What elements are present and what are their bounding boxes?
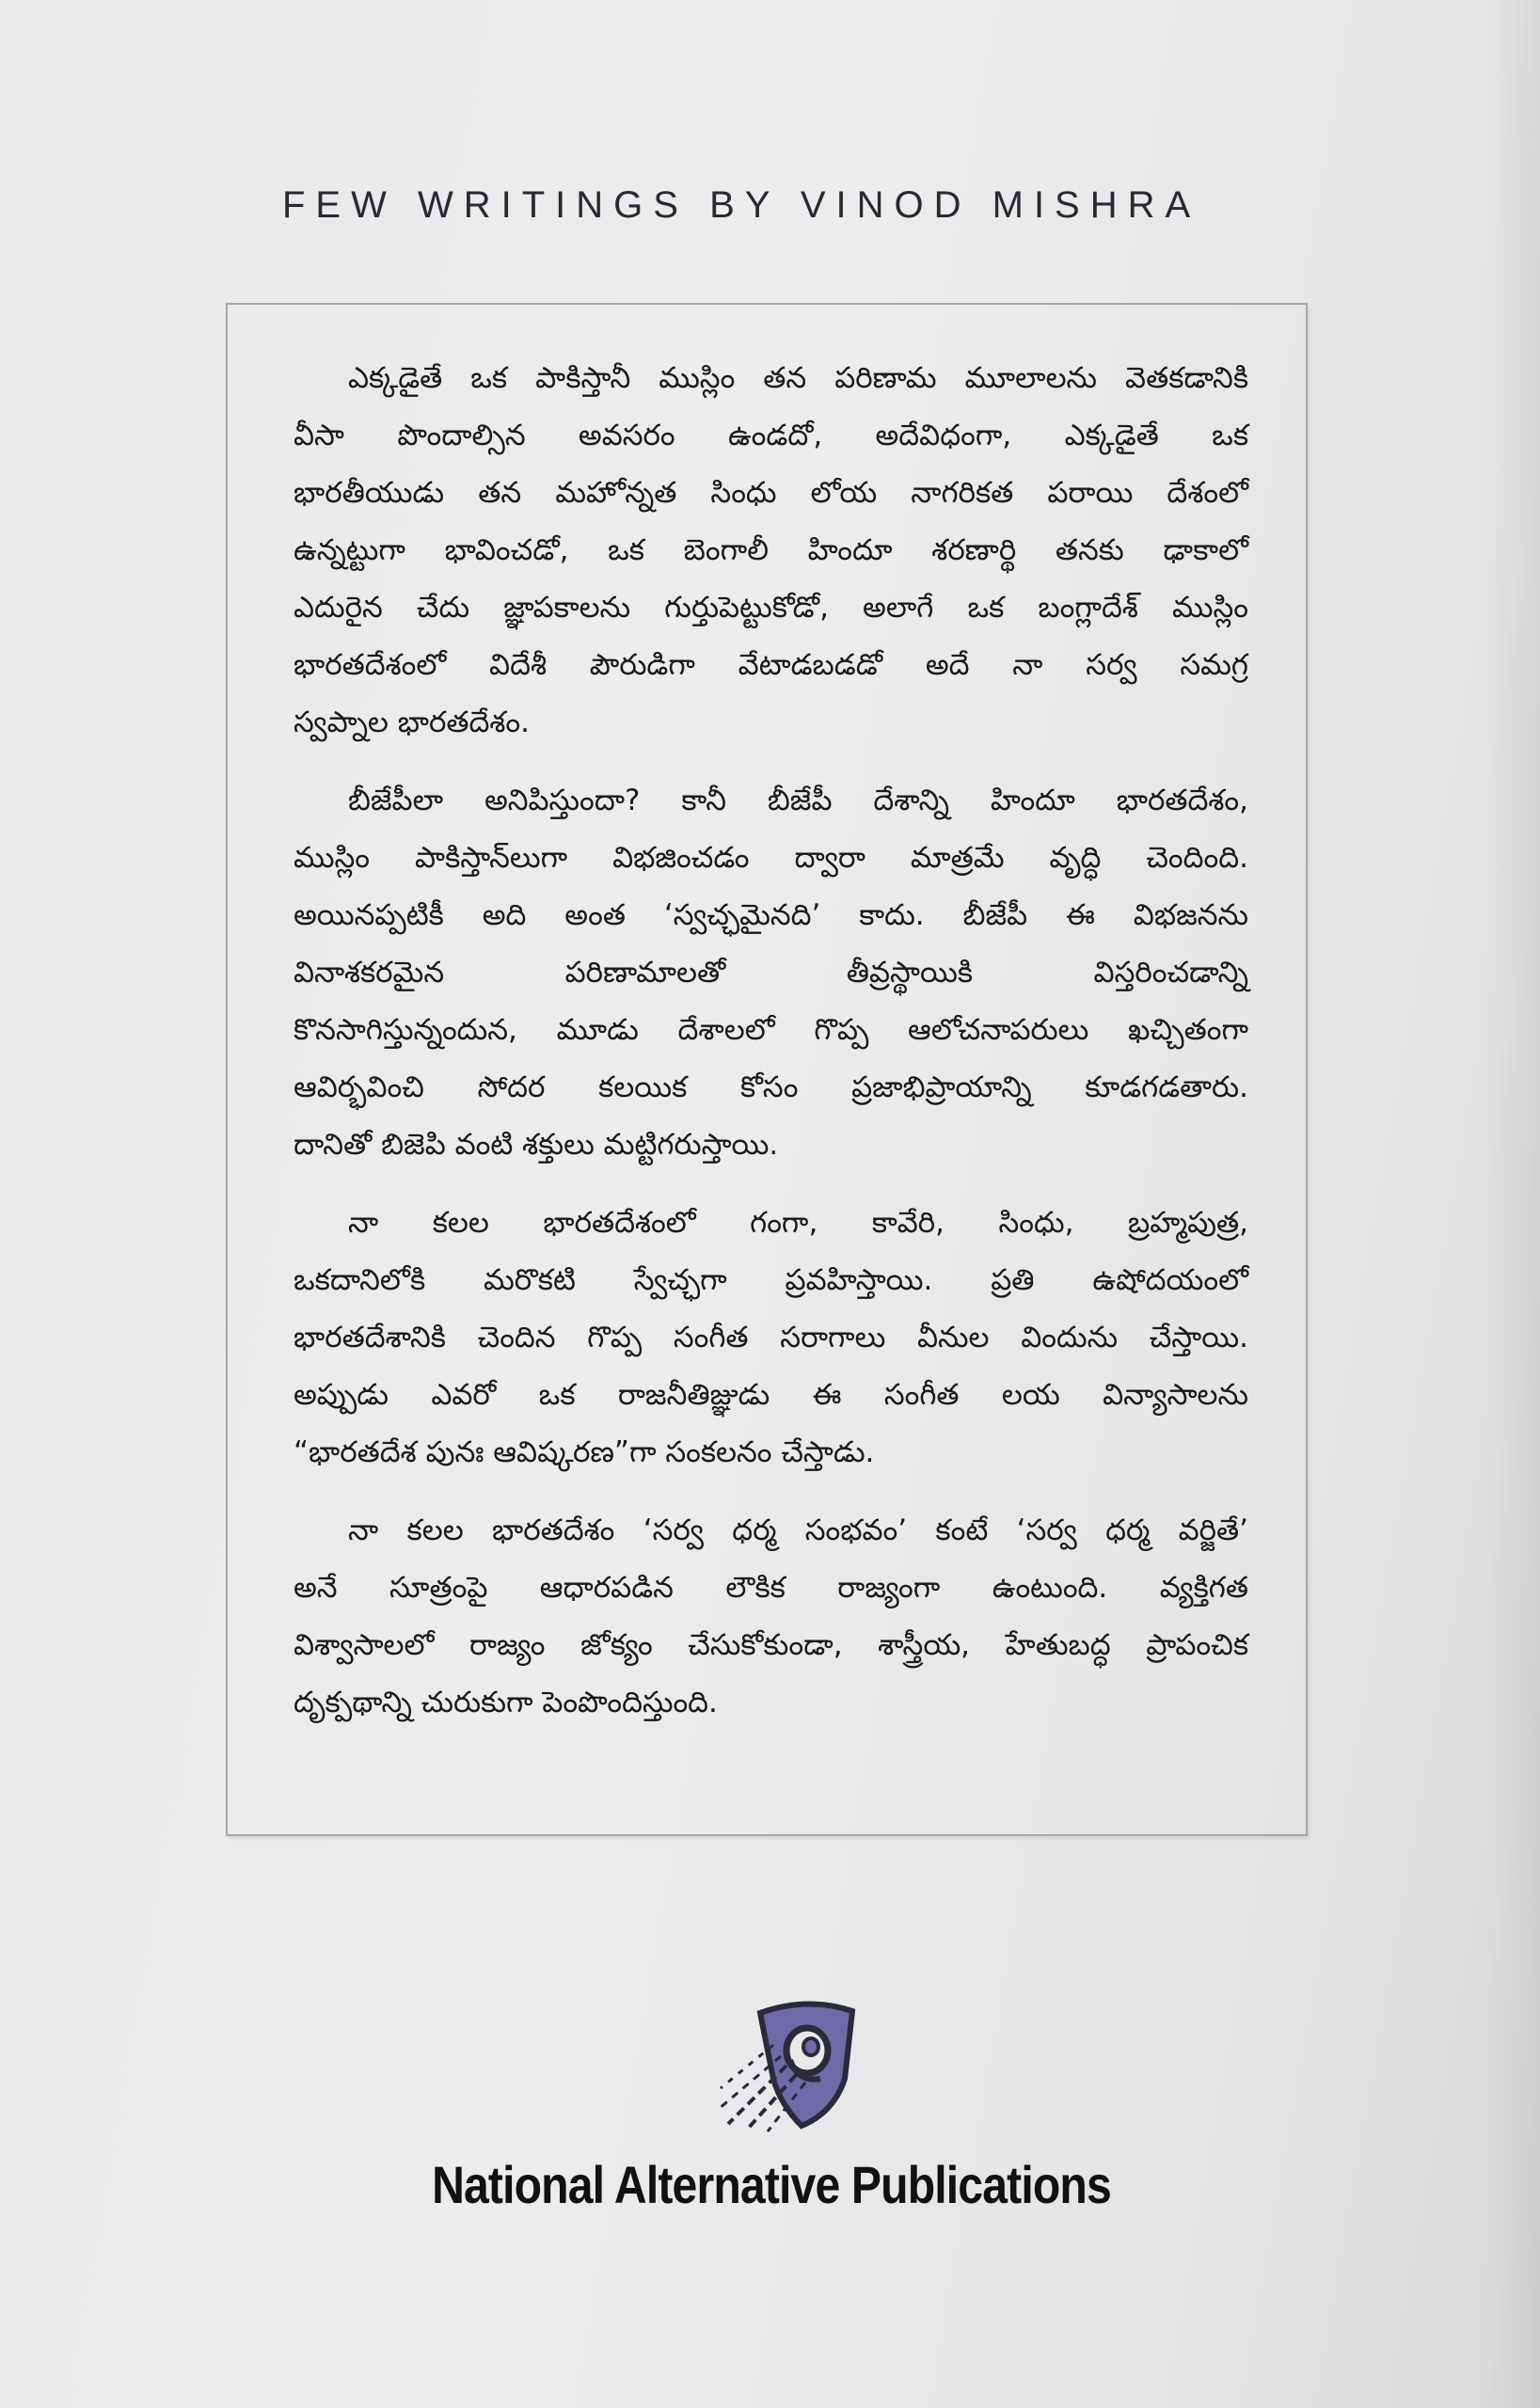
blurb-line: ఆవిర్భవించి సోదర కలయిక కోసం ప్రజాభిప్రాయాన్ని కూడగడతారు. (294, 1070, 1248, 1104)
blurb-line: బీజేపీలా అనిపిస్తుందా? కానీ బీజేపీ దేశాన్ని హిందూ భారతదేశం, (348, 784, 1248, 817)
blurb-frame (226, 303, 1308, 1836)
blurb-line: నా కలల భారతదేశం ‘సర్వ ధర్మ సంభవం’ కంటే ‘సర్వ ధర్మ వర్జితే’ (348, 1513, 1248, 1547)
blurb-line: అయినప్పటికీ అది అంత ‘స్వచ్ఛమైనది’ కాదు. బీజేపీ ఈ విభజనను (294, 898, 1248, 932)
blurb-line: భారతీయుడు తన మహోన్నత సింధు లోయ నాగరికత పరాయి దేశంలో (294, 476, 1248, 510)
blurb-line: ఎక్కడైతే ఒక పాకిస్తానీ ముస్లిం తన పరిణామ మూలాలను వెతకడానికి (348, 361, 1248, 395)
publisher-name: National Alternative Publications (432, 2155, 1111, 2214)
blurb-line: దృక్పథాన్ని చురుకుగా పెంపొందిస్తుంది. (294, 1686, 718, 1719)
blurb-line: ముస్లిం పాకిస్తాన్‌లుగా విభజించడం ద్వారా మాత్రమే వృద్ధి చెందింది. (294, 841, 1248, 875)
series-title: FEW WRITINGS BY VINOD MISHRA (282, 184, 1201, 226)
blurb-paragraph (294, 1502, 1248, 1732)
blurb-line: దానితో బిజెపి వంటి శక్తులు మట్టిగరుస్తాయి. (294, 1128, 779, 1162)
blurb-paragraph (294, 350, 1248, 752)
blurb-line: ఎదురైన చేదు జ్ఞాపకాలను గుర్తుపెట్టుకోడో, అలాగే ఒక బంగ్లాదేశ్ ముస్లిం (294, 591, 1248, 625)
blurb-line: అనే సూత్రంపై ఆధారపడిన లౌకిక రాజ్యంగా ఉంటుంది. వ్యక్తిగత (294, 1571, 1248, 1605)
blurb-line: స్వప్నాల భారతదేశం. (294, 705, 530, 739)
blurb-line: “భారతదేశ పునః ఆవిష్కరణ”గా సంకలనం చేస్తాడు. (294, 1435, 875, 1469)
blurb-line: ఉన్నట్టుగా భావించడో, ఒక బెంగాలీ హిందూ శరణార్థి తనకు ఢాకాలో (294, 533, 1248, 567)
blurb-line: భారతదేశానికి చెందిన గొప్ప సంగీత సరాగాలు వీనుల విందును చేస్తాయి. (294, 1321, 1248, 1354)
blurb-line: అప్పుడు ఎవరో ఒక రాజనీతిజ్ఞుడు ఈ సంగీత లయ విన్యాసాలను (294, 1378, 1248, 1412)
blurb-paragraph (294, 1195, 1248, 1481)
blurb-text (294, 350, 1248, 1752)
page-edge-shadow (1484, 0, 1540, 2408)
blurb-line: వినాశకరమైన పరిణామాలతో తీవ్రస్థాయికి విస్తరించడాన్ని (294, 956, 1248, 990)
blurb-line: వీసా పొందాల్సిన అవసరం ఉండదో, అదేవిధంగా, ఎక్కడైతే ఒక (294, 419, 1248, 452)
blurb-paragraph (294, 772, 1248, 1174)
blurb-line: ఒకదానిలోకి మరొకటి స్వేచ్ఛగా ప్రవహిస్తాయి. ప్రతి ఉషోదయంలో (294, 1263, 1248, 1297)
blurb-line: విశ్వాసాలలో రాజ్యం జోక్యం చేసుకోకుండా, శాస్త్రీయ, హేతుబద్ధ ప్రాపంచిక (294, 1628, 1248, 1662)
shield-comet-icon (715, 1992, 865, 2133)
blurb-line: నా కలల భారతదేశంలో గంగా, కావేరి, సింధు, బ్రహ్మపుత్ర, (348, 1206, 1248, 1240)
blurb-line: భారతదేశంలో విదేశీ పౌరుడిగా వేటాడబడడో అదే నా సర్వ సమగ్ర (294, 648, 1248, 682)
blurb-line: కొనసాగిస్తున్నందున, మూడు దేశాలలో గొప్ప ఆలోచనాపరులు ఖచ్చితంగా (294, 1013, 1248, 1047)
